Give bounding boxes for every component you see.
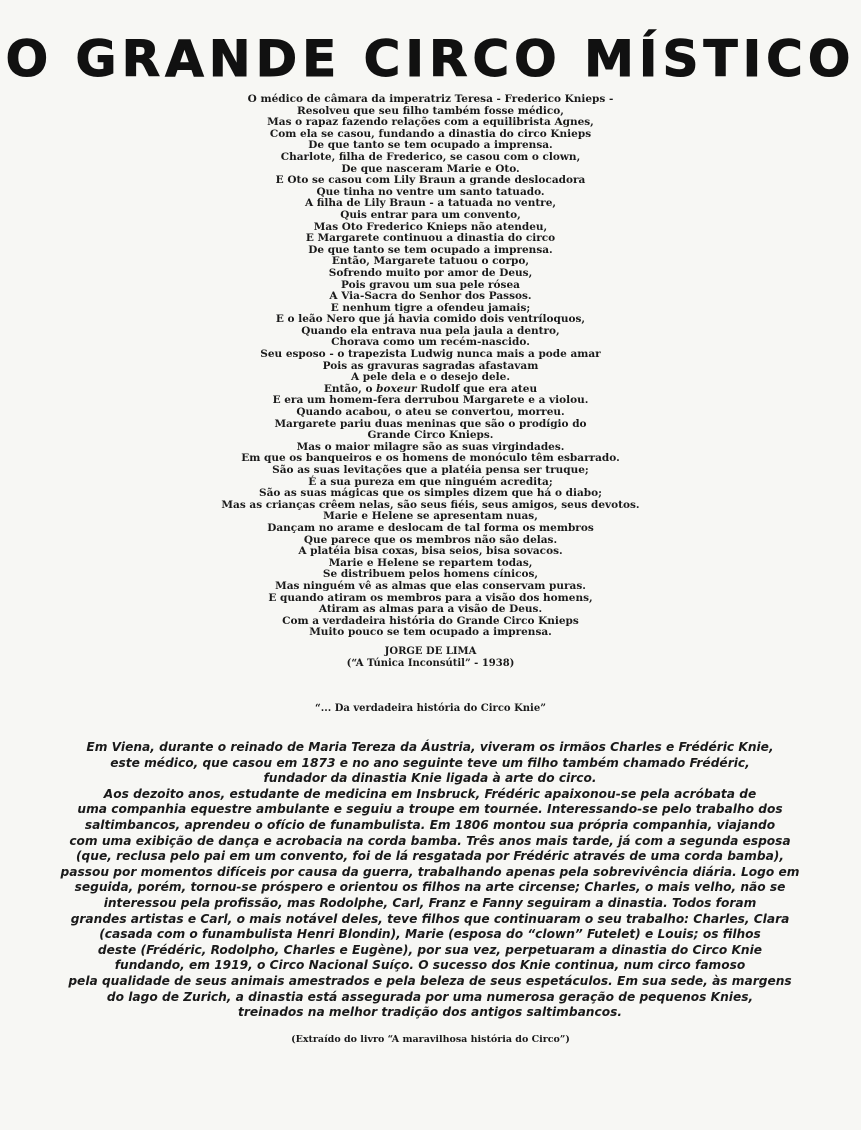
poem-line: Quando acabou, o ateu se convertou, morreu. bbox=[296, 406, 565, 419]
prose-line: grandes artistas e Carl, o mais notável deles, teve filhos que continuaram o seu trabalho: Charles, Clara bbox=[70, 911, 790, 926]
poem-line: São as suas levitações que a platéia pensa ser truque; bbox=[272, 464, 589, 476]
poem-line: Dançam no arame e deslocam de tal forma os membros bbox=[267, 521, 594, 534]
author-name: JORGE DE LIMA bbox=[384, 646, 477, 657]
poem-line: Então, o boxeur Rudolf que era ateu bbox=[323, 382, 538, 395]
poem-attribution bbox=[0, 646, 861, 670]
prose-line: interessou pela profissão, mas Rodolphe, Carl, Franz e Fanny seguiram a dinastia. Todos foram bbox=[103, 895, 757, 910]
poem-line: O médico de câmara da imperatriz Teresa - Frederico Knieps - bbox=[247, 93, 614, 105]
poem-line: Seu esposo - o trapezista Ludwig nunca mais a pode amar bbox=[260, 348, 601, 361]
poem-line: E nenhum tigre a ofendeu jamais; bbox=[330, 301, 531, 314]
prose-line: com uma exibição de dança e acrobacia na corda bamba. Três anos mais tarde, já com a segunda esposa bbox=[69, 833, 791, 848]
poem-line: E Margarete continuou a dinastia do circo bbox=[305, 232, 556, 245]
source-citation: (Extraído do livro “A maravilhosa história do Circo”) bbox=[291, 1034, 570, 1045]
prose-line: passou por momentos difíceis por causa da guerra, trabalhando apenas pela sobrevivência diária. Logo em bbox=[60, 864, 800, 879]
poem-line: Se distribuem pelos homens cínicos, bbox=[322, 568, 539, 581]
poem-line: De que tanto se tem ocupado a imprensa. bbox=[308, 139, 553, 152]
prose-line: seguida, porém, tornou-se próspero e orientou os filhos na arte circense; Charles, o mais velho, não se bbox=[74, 880, 786, 895]
poem-line: Mas Oto Frederico Knieps não atendeu, bbox=[313, 220, 548, 233]
prose-line: (que, reclusa pelo pai em um convento, foi de lá resgatada por Frédéric através de uma corda bamba), bbox=[75, 849, 784, 864]
poem-line: Que tinha no ventre um santo tatuado. bbox=[316, 185, 545, 198]
poem-line: Mas o rapaz fazendo relações com a equilibrista Agnes, bbox=[267, 116, 594, 129]
poem-line: Quis entrar para um convento, bbox=[340, 208, 521, 221]
poem-line: E o leão Nero que já havia comido dois ventríloquos, bbox=[275, 313, 586, 326]
prose-line: Em Viena, durante o reinado de Maria Tereza da Áustria, viveram os irmãos Charles e Frédéric Knie, bbox=[86, 740, 774, 754]
prose-line: fundando, em 1919, o Circo Nacional Suíço. O sucesso dos Knie continua, num circo famoso bbox=[114, 958, 746, 973]
prose-line: Aos dezoito anos, estudante de medicina em Insbruck, Frédéric apaixonou-se pela acróbata de bbox=[103, 786, 757, 801]
prose-line: deste (Frédéric, Rodolpho, Charles e Eugène), por sua vez, perpetuaram a dinastia do Circo Knie bbox=[97, 942, 763, 957]
prose-line: saltimbancos, aprendeu o ofício de funambulista. Em 1806 montou sua própria companhia, viajando bbox=[84, 817, 776, 832]
poem-line: Mas as crianças crêem nelas, são seus fiéis, seus amigos, seus devotos. bbox=[221, 498, 640, 511]
poem-line: Resolveu que seu filho também fosse médico, bbox=[297, 104, 564, 117]
poem-line: Marie e Helene se apresentam nuas, bbox=[323, 510, 538, 523]
poem-line: Charlote, filha de Frederico, se casou com o clown, bbox=[280, 150, 581, 163]
poem-line: Com a verdadeira história do Grande Circo Knieps bbox=[282, 614, 579, 627]
poem-line: Marie e Helene se repartem todas, bbox=[328, 556, 533, 569]
history-text bbox=[40, 740, 820, 1021]
poem-line: Então, Margarete tatuou o corpo, bbox=[331, 255, 530, 268]
prose-line: fundador da dinastia Knie ligada à arte do circo. bbox=[263, 771, 597, 786]
poem bbox=[0, 94, 861, 639]
poem-line: E era um homem-fera derrubou Margarete e a violou. bbox=[272, 394, 589, 407]
poem-line: A Via-Sacra do Senhor dos Passos. bbox=[329, 290, 532, 303]
poem-line: Mas ninguém vê as almas que elas conservam puras. bbox=[275, 579, 586, 592]
poem-line: E Oto se casou com Lily Braun a grande deslocadora bbox=[275, 174, 586, 187]
poem-line: Em que os banqueiros e os homens de monóculo têm esbarrado. bbox=[241, 452, 620, 465]
prose-line: treinados na melhor tradição dos antigos saltimbancos. bbox=[238, 1005, 622, 1020]
poem-line: Chorava como um recém-nascido. bbox=[331, 336, 530, 349]
poem-line: Quando ela entrava nua pela jaula a dentro, bbox=[301, 324, 560, 337]
section-subheading: “... Da verdadeira história do Circo Knie” bbox=[315, 703, 546, 714]
poem-line: A platéia bisa coxas, bisa seios, bisa sovacos. bbox=[298, 545, 563, 558]
poem-line: Muito pouco se tem ocupado a imprensa. bbox=[309, 626, 552, 639]
poem-line: Mas o maior milagre são as suas virgindades. bbox=[296, 440, 565, 453]
poem-line: De que tanto se tem ocupado a imprensa. bbox=[308, 243, 553, 256]
prose-line: do lago de Zurich, a dinastia está assegurada por uma numerosa geração de pequenos Knies, bbox=[106, 989, 754, 1004]
poem-line: Com ela se casou, fundando a dinastia do circo Knieps bbox=[269, 127, 592, 140]
poem-line: É a sua pureza em que ninguém acredita; bbox=[308, 475, 553, 488]
prose-line: (casada com o funambulista Henri Blondin), Marie (esposa do “clown” Futelet) e Louis; os filhos bbox=[99, 927, 761, 942]
prose-line: pela qualidade de seus animais amestrados e pela beleza de seus espetáculos. Em sua sede, às margens bbox=[68, 973, 792, 988]
poem-line: De que nasceram Marie e Oto. bbox=[341, 162, 520, 175]
poem-line: Pois gravou um sua pele rósea bbox=[341, 278, 520, 291]
poem-line: A pele dela e o desejo dele. bbox=[350, 371, 511, 384]
poem-line: Pois as gravuras sagradas afastavam bbox=[322, 359, 539, 372]
poem-line: Margarete pariu duas meninas que são o prodígio do bbox=[274, 417, 587, 430]
poem-line: E quando atiram os membros para a visão dos homens, bbox=[268, 591, 593, 604]
poem-line: A filha de Lily Braun - a tatuada no ventre, bbox=[304, 197, 557, 210]
poem-line: Que parece que os membros não são delas. bbox=[303, 533, 558, 546]
poem-line: Atiram as almas para a visão de Deus. bbox=[318, 603, 543, 616]
poem-line: Grande Circo Knieps. bbox=[367, 429, 494, 442]
poem-line: São as suas mágicas que os simples dizem que há o diabo; bbox=[259, 487, 602, 500]
author-work: (“A Túnica Inconsútil” - 1938) bbox=[346, 658, 515, 669]
prose-line: uma companhia equestre ambulante e seguiu a troupe em tournée. Interessando-se pelo trabalho dos bbox=[77, 802, 783, 817]
poem-line: Sofrendo muito por amor de Deus, bbox=[328, 266, 533, 279]
page-title: O GRANDE CIRCO MÍSTICO bbox=[5, 29, 856, 88]
prose-line: este médico, que casou em 1873 e no ano seguinte teve um filho também chamado Frédéric, bbox=[110, 755, 750, 770]
